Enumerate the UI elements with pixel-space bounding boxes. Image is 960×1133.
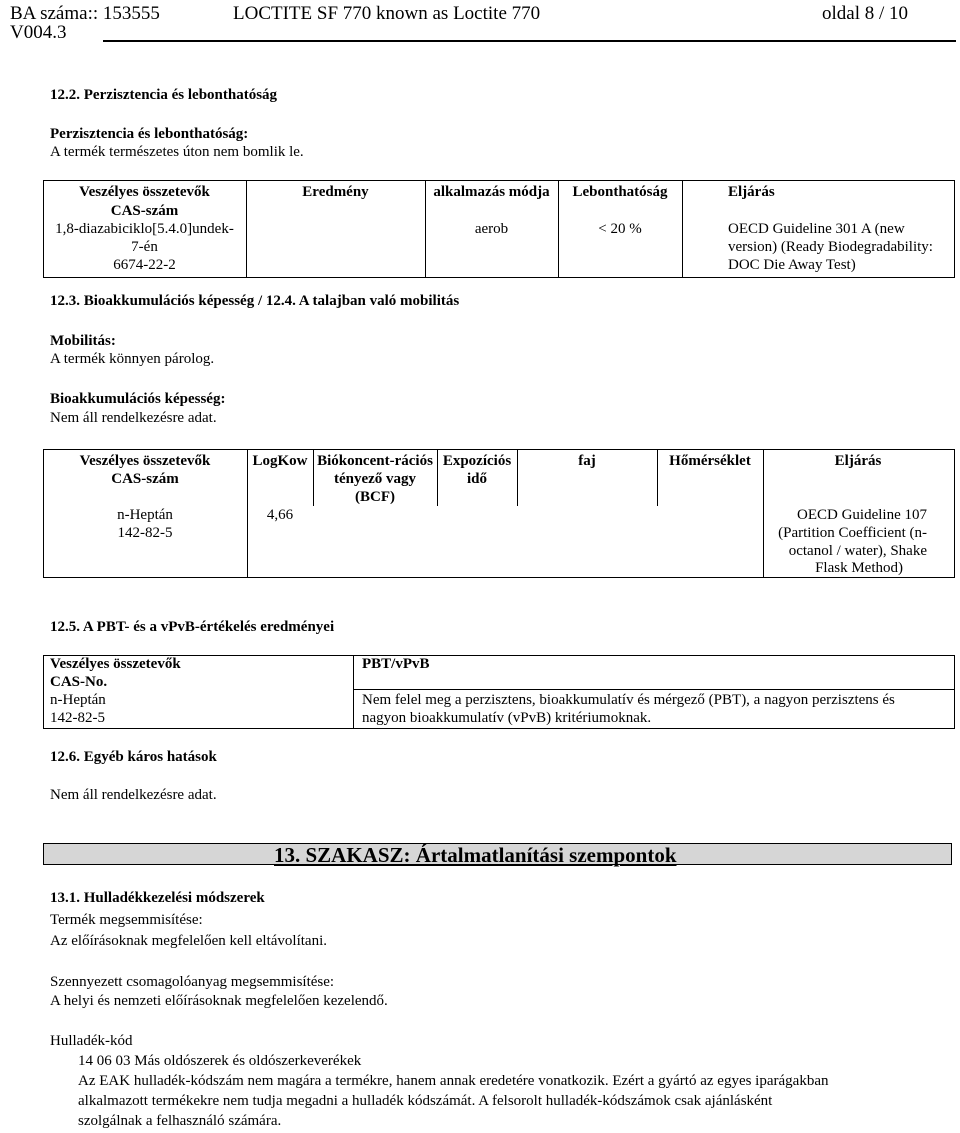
version: V004.3 [10,22,67,43]
col-method: Eljárás [834,453,882,469]
col-component: Veszélyes összetevők [79,453,211,469]
page-number: oldal 8 / 10 [822,3,909,24]
col-exposure: idő [466,471,487,487]
component-cas: 142-82-5 [117,525,173,541]
col-temperature: Hőmérséklet [669,453,751,469]
col-logkow: LogKow [252,453,308,469]
page-header [0,0,960,44]
section-12-2-heading: 12.2. Perzisztencia és lebonthatóság [50,87,278,103]
col-species: faj [578,453,596,469]
bioaccumulation-label: Bioakkumulációs képesség: [50,391,226,407]
col-application: alkalmazás módja [433,184,550,200]
section-13-1-heading: 13.1. Hulladékkezelési módszerek [50,890,265,906]
component-name: n-Heptán [50,692,106,708]
col-pbt: PBT/vPvB [362,656,430,672]
ba-number: BA száma:: 153555 [10,3,160,24]
waste-code-value: 14 06 03 Más oldószerek és oldószerkeverékek [78,1053,362,1069]
col-exposure: Expozíciós [442,453,512,469]
pbt-value: nagyon bioakkumulatív (vPvB) kritériumoknak. [362,710,652,726]
product-disposal-text: Az előírásoknak megfelelően kell eltávolítani. [50,933,327,949]
col-degradability: Lebonthatóság [572,184,668,200]
method-value: octanol / water), Shake [788,543,927,559]
col-cas: CAS-szám [111,471,179,487]
method-value: Flask Method) [815,560,903,576]
component-cas: 142-82-5 [50,710,105,726]
application-value: aerob [474,221,509,237]
component-name: 1,8-diazabiciklo[5.4.0]undek- [55,221,234,237]
other-effects-text: Nem áll rendelkezésre adat. [50,787,217,803]
table-divider [353,655,354,728]
table-divider [682,180,683,277]
component-name: n-Heptán [117,507,173,523]
mobility-label: Mobilitás: [50,333,116,349]
col-bcf: (BCF) [355,489,395,505]
col-result: Eredmény [302,184,369,200]
waste-code-note: alkalmazott termékekre nem tudja megadni a hulladék kódszámát. A felsorolt hulladék-kódszámok csak ajánlásként [78,1093,773,1109]
mobility-text: A termék könnyen párolog. [50,351,215,367]
persistence-text: A termék természetes úton nem bomlik le. [50,144,304,160]
product-disposal-label: Termék megsemmisítése: [50,912,203,928]
section-12-6-heading: 12.6. Egyéb káros hatások [50,749,217,765]
packaging-disposal-text: A helyi és nemzeti előírásoknak megfelelően kezelendő. [50,993,388,1009]
waste-code-note: Az EAK hulladék-kódszám nem magára a termékre, hanem annak eredetére vonatkozik. Ezért a gyártó az egyes iparágakban [78,1073,829,1089]
product-name: LOCTITE SF 770 known as Loctite 770 [233,3,541,24]
method-value: OECD Guideline 301 A (new [728,221,905,237]
col-method: Eljárás [728,184,775,200]
waste-code-note: szolgálnak a felhasználó számára. [78,1113,282,1129]
col-component: Veszélyes összetevők [50,656,181,672]
section-13-title: 13. SZAKASZ: Ártalmatlanítási szempontok [274,843,677,867]
section-12-3-heading: 12.3. Bioakkumulációs képesség / 12.4. A talajban való mobilitás [50,293,460,309]
method-value: version) (Ready Biodegradability: [728,239,933,255]
bioaccumulation-text: Nem áll rendelkezésre adat. [50,410,217,426]
component-cas: 6674-22-2 [113,257,176,273]
header-rule [103,40,956,42]
logkow-value: 4,66 [266,507,294,523]
packaging-disposal-label: Szennyezett csomagolóanyag megsemmisítése: [50,974,335,990]
degradability-value: < 20 % [598,221,642,237]
persistence-label: Perzisztencia és lebonthatóság: [50,126,249,142]
method-value: (Partition Coefficient (n- [778,525,927,541]
component-name: 7-én [131,239,158,255]
method-value: OECD Guideline 107 [797,507,927,523]
col-cas: CAS-szám [110,203,179,219]
col-bcf: tényező vagy [333,471,417,487]
section-12-5-heading: 12.5. A PBT- és a vPvB-értékelés eredményei [50,619,335,635]
waste-code-label: Hulladék-kód [50,1033,133,1049]
method-value: DOC Die Away Test) [728,257,856,273]
col-component: Veszélyes összetevők [79,184,210,200]
pbt-value: Nem felel meg a perzisztens, bioakkumulatív és mérgező (PBT), a nagyon perzisztens és [362,692,895,708]
col-bcf: Biókoncent-rációs [317,453,433,469]
table-divider [353,689,954,690]
col-cas: CAS-No. [50,674,108,690]
